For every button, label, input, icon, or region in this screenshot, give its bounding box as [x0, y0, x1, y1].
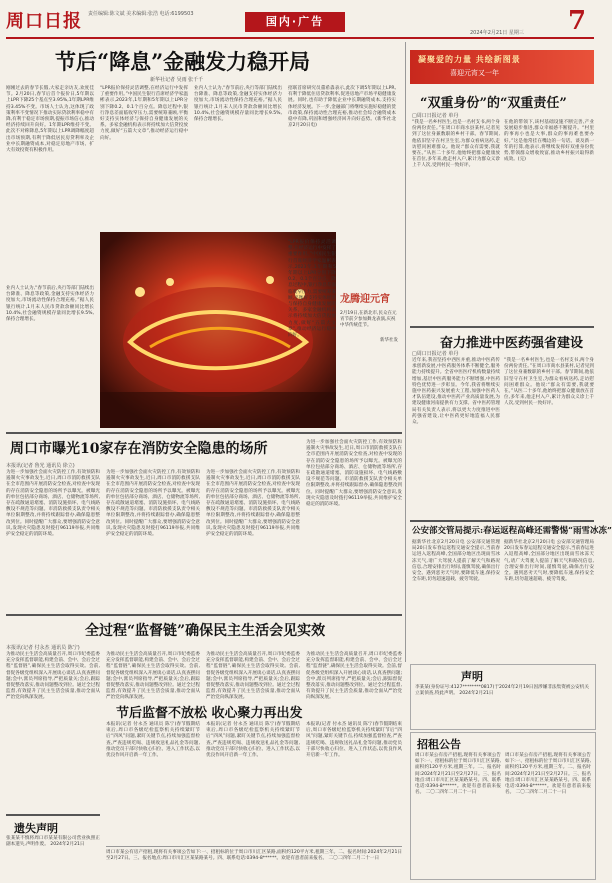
statement-title: 声明 [461, 670, 483, 683]
banner-subtitle: 喜迎元宵又一年 [450, 69, 499, 77]
fire-col1: 为进一步加强社会面火灾防控工作,有效预防和遏制火灾事故发生,近日,周口市消防救援支队在全市范围内开展消防安全检查,对检查中发现的存在消防安全隐患的场所予以曝光。被曝光的单位包括部分商场、酒店、仓储物流等场所,存在疏散通道堵塞、消防设施损坏、电气线路敷设不规范等问题。市消防救援支队责令相关单位限期整改,并将持续跟踪督办,确保隐患整改到位。同时提醒广大群众,要增强消防安全意识,发现火灾隐患及时拨打96119举报,共同维护安全稳定的消防环境。 [6, 470, 100, 538]
lost-notice-text: 张某某不慎将周口市某某有限公司营业执照正副本遗失,声明作废。 2024年2月21日 [6, 836, 100, 848]
banner-title: 凝聚爱的力量 共绘新图景 [418, 55, 521, 64]
rule [6, 814, 100, 816]
statement-ad [410, 664, 596, 730]
rule [6, 432, 402, 434]
supervise-col4: 为推动民主生活会高质量召开,周口市纪委监委充分发挥监督职能,构建会前、会中、会后全过程“监督链”,确保民主生活会取得实效。会前,督促各级党组织深入开展谈心谈话,认真查摆问题;会中,派员列席指导,严把质量关;会后,跟踪督促整改落实,推动问题整改到位。通过全过程监督,有效提升了民主生活会质量,推动全面从严治党向纵深发展。 [306, 652, 402, 701]
supervise-col3: 为推动民主生活会高质量召开,周口市纪委监委充分发挥监督职能,构建会前、会中、会后全过程“监督链”,确保民主生活会取得实效。会前,督促各级党组织深入开展谈心谈话,认真查摆问题;会中,派员列席指导,严把质量关;会后,跟踪督促整改落实,推动问题整改到位。通过全过程监督,有效提升了民主生活会质量,推动全面从严治党向纵深发展。 [206, 652, 300, 701]
photo-credit: 新华社发 [380, 338, 398, 343]
column-divider [405, 42, 406, 662]
holiday-headline: 节后监督不放松 收心聚力再出发 [116, 706, 303, 721]
tender-title: 招租公告 [417, 738, 461, 751]
lead-col3: 业内人士认为,“春节前后,央行等部门陆续出台降准、降息等政策,金融支持实体经济力度加大,市场流动性保持合理充裕。”据人民银行统计,1月末人民币贷款余额同比增长10.4%,社会融资规模存量同比增长9.5%,保持合理增长。 [194, 86, 282, 123]
tender-col2: 周口市某公有房产招租,现将有关事项公告如下:一、招租标的位于周口市川汇区某路,面积约120平方米,租期三年。二、报名时间:2024年2月21日至2月27日。三、报名地点:周口市川汇区某某路某号。四、联系电话:0394-8******。欢迎有意者前来报名。 二〇二四年二月二十一日 [505, 753, 591, 796]
fire-col2: 为进一步加强社会面火灾防控工作,有效预防和遏制火灾事故发生,近日,周口市消防救援支队在全市范围内开展消防安全检查,对检查中发现的存在消防安全隐患的场所予以曝光。被曝光的单位包括部分商场、酒店、仓储物流等场所,存在疏散通道堵塞、消防设施损坏、电气线路敷设不规范等问题。市消防救援支队责令相关单位限期整改,并将持续跟踪督办,确保隐患整改到位。同时提醒广大群众,要增强消防安全意识,发现火灾隐患及时拨打96119举报,共同维护安全稳定的消防环境。 [106, 470, 200, 538]
holiday-col1: 本报讯(记者 付永杰 通讯员 陈宁)春节假期结束后,周口市各级纪检监察机关持续紧盯节后“四风”问题,紧盯关键节点,持续加强监督检查,严查违规吃喝、违规收送礼品礼金等问题,推动党员干部尽快收心归位、进入工作状态,以优良作风开启新一年工作。 [106, 722, 200, 759]
right2-col2: “我是一名乡村医生,也是一名村支书,两个身份两份责任。”在周口市商水县某村,记者见到了这位身兼数职的乡村干部。春节期间,他依旧坚守在村卫生室,为群众看病送药,走访慰问困难群众。他说:“群众有需要,我就要在。”从医二十多年,他始终把群众健康放在首位,多年来,他走村入户,累计为群众义诊上千人次,受到村民一致好评。 [504, 358, 594, 407]
lead-byline: 新华社记者 吴雨 张千千 [150, 77, 204, 83]
right1-byline: □周口日报记者 单丹 [412, 113, 459, 119]
supervise-headline: 全过程“监督链”确保民主生活会见实效 [85, 623, 326, 639]
masthead-logo: 周口日报 [6, 11, 82, 32]
lead-col4-cont: “LPR报价保持灵活调整,在经济运行中发挥了重要作用。”中国民生银行首席经济学家温彬表示,2023年,1年期和5年期以上LPR分别下降0.2、0.1个百分点。降息过程中,银行净息差面临收窄压力,需要统筹兼顾,平衡好支持实体经济与保持自身健康发展的关系。多家金融机构表示将持续加大信贷投放力度,做好“五篇大文章”,推动经济运行稳中向好。 [288, 240, 336, 339]
right2-headline: 奋力推进中医药强省建设 [440, 336, 584, 351]
masthead-info: 责任编辑:陈文斌 美术编辑:张浩 电话:6199503 [88, 11, 194, 17]
rule [410, 520, 594, 522]
police-headline: 公安部交管局提示:春运返程高峰还需警惕“雨雪冰冻” [412, 526, 612, 536]
police-col1: 据新华社北京2月20日电 公安部交通管理局20日发布春运返程交通安全提示,当前春运进入返程高峰,全国部分地区出现雨雪冰冻天气,请广大驾驶人提前了解天气和路况信息,合理安排出行时间,谨慎驾驶,确保出行安全。遇到恶劣天气时,要降低车速,保持安全车距,切勿超速超载、疲劳驾驶。 [412, 540, 500, 583]
holiday-col2: 本报讯(记者 付永杰 通讯员 陈宁)春节假期结束后,周口市各级纪检监察机关持续紧盯节后“四风”问题,紧盯关键节点,持续加强监督检查,严查违规吃喝、违规收送礼品礼金等问题,推动党员干部尽快收心归位、进入工作状态,以优良作风开启新一年工作。 [206, 722, 300, 759]
supervise-col2: 为推动民主生活会高质量召开,周口市纪委监委充分发挥监督职能,构建会前、会中、会后全过程“监督链”,确保民主生活会取得实效。会前,督促各级党组织深入开展谈心谈话,认真查摆问题;会中,派员列席指导,严把质量关;会后,跟踪督促整改落实,推动问题整改到位。通过全过程监督,有效提升了民主生活会质量,推动全面从严治党向纵深发展。 [106, 652, 200, 701]
header-rule [6, 37, 594, 39]
right1-col2: 在他的带领下,该村基础设施不断完善,产业发展稳步推进,群众幸福感不断提升。“村里的事再小也是大事,群众的事再难也要办好。”这是他常挂在嘴边的一句话。谈及新一年的打算,他表示,将继续发挥好双重身份优势,带领群众增收致富,推动乡村振兴取得新成效。(完) [504, 120, 594, 163]
fire-byline: 本报讯(记者 鲁光 通讯员 徐立) [6, 463, 75, 469]
right1-col1: “我是一名乡村医生,也是一名村支书,两个身份两份责任。”在周口市商水县某村,记者见到了这位身兼数职的乡村干部。春节期间,他依旧坚守在村卫生室,为群众看病送药,走访慰问困难群众。他说:“群众有需要,我就要在。”从医二十多年,他始终把群众健康放在首位,多年来,他走村入户,累计为群众义诊上千人次,受到村民一致好评。 [412, 120, 500, 169]
section-tab: 国内·广告 [245, 12, 345, 32]
supervise-byline: 本报讯(记者 付永杰 通讯员 陈宁) [6, 645, 80, 651]
lead-col1: 刚刚过去的春节长假,大家走亲访友,欢度佳节。2月20日,春节后首个报价日,5年期以上LPR下降25个基点至3.95%,1年期LPR维持3.45%不变。市场人士认为,这体现了政策利率不变情况下推动实际贷款利率稳中有降,有利于稳定市场预期,提振市场信心,推动经济持续回升向好。1年期LPR维持不变。此次不对称降息,5年期以上LPR调降幅度超出市场预期,有利于降低居民房贷利率及企业中长期融资成本,对稳定房地产市场、扩大有效投资有积极作用。 [6, 86, 94, 154]
fire-headline: 周口市曝光10家存在消防安全隐患的场所 [10, 441, 268, 457]
rule [106, 846, 402, 847]
fire-col3: 为进一步加强社会面火灾防控工作,有效预防和遏制火灾事故发生,近日,周口市消防救援支队在全市范围内开展消防安全检查,对检查中发现的存在消防安全隐患的场所予以曝光。被曝光的单位包括部分商场、酒店、仓储物流等场所,存在疏散通道堵塞、消防设施损坏、电气线路敷设不规范等问题。市消防救援支队责令相关单位限期整改,并将持续跟踪督办,确保隐患整改到位。同时提醒广大群众,要增强消防安全意识,发现火灾隐患及时拨打96119举报,共同维护安全稳定的消防环境。 [206, 470, 300, 538]
police-col2: 据新华社北京2月20日电 公安部交通管理局20日发布春运返程交通安全提示,当前春运进入返程高峰,全国部分地区出现雨雪冰冻天气,请广大驾驶人提前了解天气和路况信息,合理安排出行时间,谨慎驾驶,确保出行安全。遇到恶劣天气时,要降低车速,保持安全车距,切勿超速超载、疲劳驾驶。 [504, 540, 594, 583]
lead-col2: “LPR报价保持灵活调整,在经济运行中发挥了重要作用。”中国民生银行首席经济学家温彬表示,2023年,1年期和5年期以上LPR分别下降0.2、0.1个百分点。降息过程中,银行净息差面临收窄压力,需要统筹兼顾,平衡好支持实体经济与保持自身健康发展的关系。多家金融机构表示将持续加大信贷投放力度,做好“五篇大文章”,推动经济运行稳中向好。 [100, 86, 188, 141]
holiday-col3: 本报讯(记者 付永杰 通讯员 陈宁)春节假期结束后,周口市各级纪检监察机关持续紧盯节后“四风”问题,紧盯关键节点,持续加强监督检查,严查违规吃喝、违规收送礼品礼金等问题,推动党员干部尽快收心归位、进入工作状态,以优良作风开启新一年工作。 [306, 722, 402, 759]
tender-col1: 周口市某公有房产招租,现将有关事项公告如下:一、招租标的位于周口市川汇区某路,面积约120平方米,租期三年。二、报名时间:2024年2月21日至2月27日。三、报名地点:周口市川汇区某某路某号。四、联系电话:0394-8******。欢迎有意者前来报名。 二〇二四年二月二十一日 [415, 753, 501, 796]
photo-caption-block [340, 290, 398, 343]
fire-col4: 为进一步加强社会面火灾防控工作,有效预防和遏制火灾事故发生,近日,周口市消防救援支队在全市范围内开展消防安全检查,对检查中发现的存在消防安全隐患的场所予以曝光。被曝光的单位包括部分商场、酒店、仓储物流等场所,存在疏散通道堵塞、消防设施损坏、电气线路敷设不规范等问题。市消防救援支队责令相关单位限期整改,并将持续跟踪督办,确保隐患整改到位。同时提醒广大群众,要增强消防安全意识,发现火灾隐患及时拨打96119举报,共同维护安全稳定的消防环境。 [306, 440, 402, 508]
lost-notice-title: 遗失声明 [14, 822, 58, 835]
lead-col1-cont: 业内人士认为,“春节前后,央行等部门陆续出台降准、降息等政策,金融支持实体经济力度加大,市场流动性保持合理充裕。”据人民银行统计,1月末人民币贷款余额同比增长10.4%,社会融资规模存量同比增长9.5%,保持合理增长。 [6, 286, 94, 323]
rule [410, 326, 594, 328]
statement-text: 李某某(身份证号:4127********0817)于2024年2月19日因涉嫌非法集资被公安机关立案侦查,特此声明。 2024年2月21日 [415, 685, 589, 697]
rule [6, 614, 402, 616]
lead-col4: 招联首席研究员董希淼表示,此次下调5年期以上LPR,有利于降低住房贷款利率,促进房地产市场平稳健康发展。同时,也有助于降低企业中长期融资成本,支持实体经济发展。下一步,金融部门将继续实施好稳健的货币政策,保持流动性合理充裕,推动社会综合融资成本稳中有降,巩固和增强经济回升向好态势。(新华社北京2月20日电) [288, 86, 396, 129]
photo-caption: 2月19日,在新北市,民众在元宵节前夕参加舞龙表演,庆祝中华传统佳节。 [340, 311, 397, 328]
supervise-col1: 为推动民主生活会高质量召开,周口市纪委监委充分发挥监督职能,构建会前、会中、会后全过程“监督链”,确保民主生活会取得实效。会前,督促各级党组织深入开展谈心谈话,认真查摆问题;会中,派员列席指导,严把质量关;会后,跟踪督促整改落实,推动问题整改到位。通过全过程监督,有效提升了民主生活会质量,推动全面从严治党向纵深发展。 [6, 652, 100, 701]
page-number: 7 [568, 6, 587, 36]
photo-caption-title: 龙腾迎元宵 [340, 294, 390, 305]
lead-headline: 节后“降息”金融发力稳开局 [55, 49, 311, 74]
issue-date: 2024年2月21日 星期三 [470, 30, 524, 36]
right2-col1: 近年来,我省坚持中西医并重,推动中医药传承创新发展,中医药服务体系不断健全,服务能力持续提升。全省中医医疗机构数量持续增加,基层中医药服务能力不断增强,中医药特色优势进一步彰显。今年,我省将继续实施中医药振兴发展重大工程,加强中医药人才队伍建设,推动中医药产业高质量发展,为建设健康河南提供有力支撑。省中医药管理局有关负责人表示,将以更大力度推进中医药强省建设,让中医药更好地造福人民群众。 [412, 358, 500, 426]
right2-byline: □周口日报记者 单丹 [412, 351, 459, 357]
holiday-banner [410, 50, 594, 84]
tender-ad [410, 732, 596, 880]
right1-headline: “双重身份”的“双重责任” [420, 96, 567, 111]
bottom-notices: 周口市某公有房产招租,现将有关事项公告如下:一、招租标的位于周口市川汇区某路,面积约120平方米,租期三年。二、报名时间:2024年2月21日至2月27日。三、报名地点:周口市川汇区某某路某号。四、联系电话:0394-8******。欢迎有意者前来报名。 二〇二四年二月二十一日 [106, 850, 402, 862]
